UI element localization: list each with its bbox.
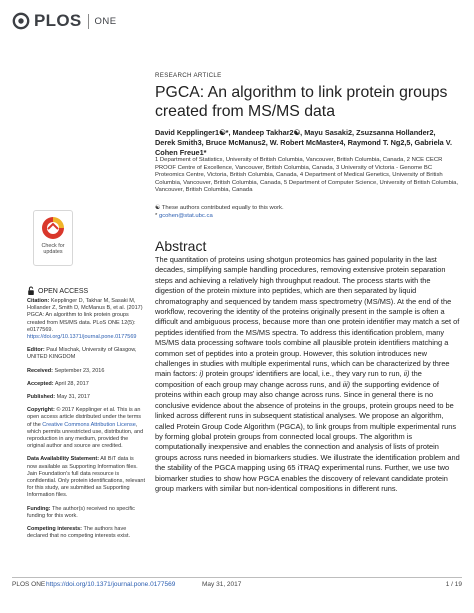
copyright-section: [27, 407, 145, 450]
footer-divider: [12, 577, 462, 578]
funding-label: Funding:: [27, 505, 51, 512]
abstract-body: [155, 255, 460, 494]
abstract-marker-iii: iii): [342, 379, 351, 389]
abstract-marker-i: i): [199, 369, 204, 379]
competing-interests-text: The authors have declared that no competing interests exist.: [27, 526, 131, 540]
received-label: Received:: [27, 367, 53, 374]
footer-page-number: 1 / 19: [445, 581, 462, 588]
license-link[interactable]: Creative Commons Attribution License: [42, 421, 136, 428]
published-text: May 31, 2017: [56, 394, 90, 401]
corresponding-email-line: [155, 213, 455, 221]
footer-date: May 31, 2017: [202, 581, 242, 588]
copyright-text: © 2017 Kepplinger et al. This is an open access article distributed under the terms of the: [27, 407, 142, 428]
copyright-label: Copyright:: [27, 407, 55, 414]
published-section: [27, 394, 145, 401]
logo-text: PLOS: [34, 11, 82, 30]
editor-text: Paul Mischak, University of Glasgow, UNITED KINGDOM: [27, 347, 137, 361]
abstract-text-3: the composition of each group may change across runs, and: [155, 369, 422, 389]
citation-label: Citation:: [27, 298, 50, 304]
footer-journal: PLOS ONE: [12, 581, 46, 588]
abstract-text-4: the supporting evidence of proteins within each group may also change across runs. Since in general there is no conclusive evidence about the absence of proteins in the groups, protein groups need to be linked across different runs in subsequent statistical analyses. We propose an algorithm, called Protein Group Code Algorithm (PGCA), to link groups from multiple experimental runs by forming global protein groups from connected local groups. The algorithm is computationally inexpensive and enables the connection and analysis of lists of protein groups across runs needed in biomarkers studies. We illustrate the identification problem and the stability of the PGCA mapping using 65 iTRAQ experimental runs. Further, we use two biomarker studies to show how PGCA enables the discovery of relevant candidate protein group markers with similar but non-identical compositions in different runs.: [155, 379, 460, 493]
check-for-updates-badge[interactable]: [33, 210, 73, 266]
authors-text: David Kepplinger1☯*, Mandeep Takhar2☯, Mayu Sasaki2, Zsuzsanna Hollander2, Derek Smith3, Bruce McManus2, W. Robert McMaster4, Raymond T. Ng2,5, Gabriela V. Cohen Freue1*: [155, 128, 452, 157]
plos-logo-icon: [12, 12, 30, 30]
author-notes: [155, 205, 455, 220]
copyright-text-2: , which permits unrestricted use, distribution, and reproduction in any medium, provided the original author and source are credited.: [27, 421, 144, 450]
published-label: Published:: [27, 394, 56, 401]
open-access-text: OPEN ACCESS: [38, 287, 89, 295]
funding-text: The author(s) received no specific funding for this work.: [27, 505, 135, 519]
citation-section: [27, 298, 145, 341]
received-section: [27, 368, 145, 375]
article-type-label: RESEARCH ARTICLE: [155, 72, 222, 79]
journal-logo[interactable]: [12, 10, 117, 32]
data-availability-label: Data Availability Statement:: [27, 456, 100, 463]
badge-label: Check for updates: [41, 243, 65, 256]
accepted-label: Accepted:: [27, 380, 54, 387]
citation-doi-link[interactable]: https://doi.org/10.1371/journal.pone.0177569: [27, 334, 137, 341]
footer-doi-link[interactable]: https://doi.org/10.1371/journal.pone.0177569: [46, 581, 176, 588]
abstract-marker-ii: ii): [403, 369, 410, 379]
article-title: PGCA: An algorithm to link protein groups created from MS/MS data: [155, 84, 448, 120]
open-access-lock-icon: [27, 286, 35, 296]
editor-label: Editor:: [27, 347, 45, 354]
received-text: September 23, 2016: [54, 367, 105, 374]
data-availability-section: [27, 456, 145, 499]
affiliations: 1 Department of Statistics, University of British Columbia, Vancouver, British Columbia, Canada, 2 NCE CECR PROOF Centre of Excellence, Vancouver, British Columbia, Canada, 3 University of Victoria - Genome BC Proteomics Centre, Victoria, British Columbia, Canada, 4 Department of Medical Genetics, University of British Columbia, Vancouver, British Columbia, Canada, 5 Department of Computer Science, University of British Columbia, Vancouver, British Columbia, Canada: [155, 157, 459, 193]
abstract-heading: Abstract: [155, 238, 207, 254]
open-access-label: [27, 286, 88, 296]
logo-divider: [88, 14, 89, 29]
abstract-text-1: The quantitation of proteins using shotgun proteomics has gained popularity in the last decades, simplifying sample handling procedures, removing extensive protein separation steps and achieving a relatively high throughput readout. The process starts with the digestion of the protein mixture into peptides, which are then separated by liquid chromatography and sequenced by tandem mass spectrometry (MS/MS). At the end of the workflow, recovering the identity of the proteins originally present in the sample is often a difficult and ambiguous process, because more than one protein identifier may match a set of peptides identified from the MS/MS spectra. To address this identification problem, many MS/MS data processing software tools combine all plausible protein identifiers matching a common set of peptides into a protein group. However, this solution introduces new challenges in studies with multiple experimental runs, which can be characterized by three main factors:: [155, 255, 460, 379]
data-availability-text: All BiT data is now available as Supporting Information files. Jain Foundation's full data resource is confidential. Only protein identifications, relevant for this study, are submitted as Supporting Information files.: [27, 456, 146, 499]
logo-suffix: ONE: [94, 15, 117, 27]
corresponding-email-link[interactable]: gcohen@stat.ubc.ca: [158, 212, 213, 219]
article-metadata-sidebar: [27, 298, 145, 546]
citation-text: Kepplinger D, Takhar M, Sasaki M, Hollander Z, Smith D, McManus B, et al. (2017) PGCA: An algorithm to link protein groups created from MS/MS data. PLoS ONE 12(5): e0177569.: [27, 298, 143, 333]
abstract-text-2: protein groups' identifiers are local, i.e., they vary run to run,: [203, 369, 404, 379]
asterisk-icon: *: [155, 212, 159, 219]
author-list: [155, 128, 455, 158]
accepted-text: April 28, 2017: [54, 380, 89, 387]
check-for-updates-icon: [40, 215, 66, 241]
accepted-section: [27, 381, 145, 388]
funding-section: [27, 506, 145, 520]
competing-interests-label: Competing interests:: [27, 526, 83, 533]
equal-contribution-note: ☯ These authors contributed equally to this work.: [155, 205, 284, 211]
editor-section: [27, 347, 145, 361]
competing-interests-section: [27, 526, 145, 540]
